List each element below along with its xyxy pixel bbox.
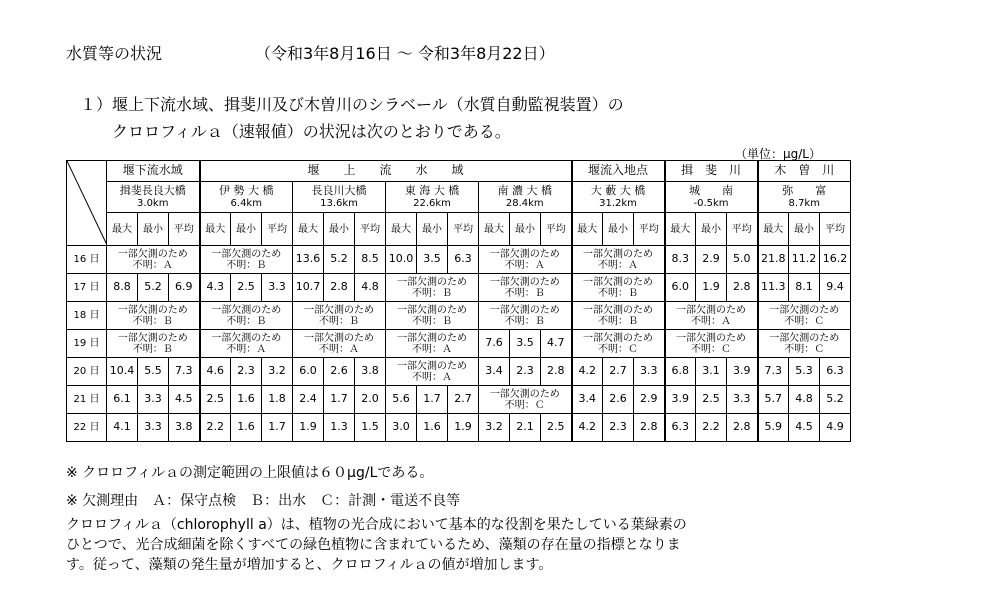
- value-cell: 3.5: [417, 246, 448, 274]
- missing-cell: [572, 246, 665, 274]
- missing-cell: [479, 246, 572, 274]
- missing-cell: [200, 330, 293, 358]
- missing-reason: 不明：Ｂ: [412, 315, 452, 327]
- value-cell: 6.9: [169, 274, 200, 302]
- missing-reason: 不明：Ｂ: [598, 287, 638, 299]
- value-cell: 3.9: [727, 358, 758, 386]
- missing-text: 一部欠測のため: [583, 332, 653, 344]
- missing-reason: 不明：Ｂ: [504, 315, 545, 327]
- value-cell: 8.8: [107, 274, 138, 302]
- group-downstream: 堰下流水域: [107, 161, 200, 182]
- missing-cell: [758, 302, 851, 330]
- value-cell: 10.7: [293, 274, 324, 302]
- value-cell: 1.9: [293, 414, 324, 442]
- value-cell: 5.3: [789, 358, 820, 386]
- value-cell: 6.0: [665, 274, 696, 302]
- corner-cell: [67, 161, 107, 246]
- subhead-min: 最小: [324, 213, 355, 246]
- value-cell: 4.7: [541, 330, 572, 358]
- missing-cell: [107, 330, 200, 358]
- value-cell: 6.3: [665, 414, 696, 442]
- table-row: [67, 330, 851, 358]
- station-distance: 8.7km: [788, 198, 820, 210]
- value-cell: 2.8: [727, 274, 758, 302]
- station-name: 弥 富: [782, 183, 827, 197]
- chlorophyll-table: [66, 160, 851, 442]
- missing-reason: 不明：Ａ: [132, 259, 173, 271]
- station-name: 伊 勢 大 橋: [219, 183, 274, 197]
- value-cell: 2.8: [727, 414, 758, 442]
- value-cell: 2.3: [603, 414, 634, 442]
- value-cell: 6.3: [820, 358, 851, 386]
- missing-reason: 不明：Ｃ: [784, 343, 825, 355]
- period-text: （令和3年8月16日 〜 令和3年8月22日）: [255, 44, 555, 63]
- value-cell: 2.5: [541, 414, 572, 442]
- missing-reason: 不明：Ａ: [412, 371, 452, 383]
- group-inflow: 堰流入地点: [572, 161, 665, 182]
- missing-text: 一部欠測のため: [676, 304, 746, 316]
- subhead-max: 最大: [665, 213, 696, 246]
- intro-line-1: １）堰上下流水域、揖斐川及び木曽川のシラベール（水質自動監視装置）の: [80, 95, 624, 114]
- table-row: [67, 302, 851, 330]
- missing-text: 一部欠測のため: [397, 332, 467, 344]
- value-cell: 16.2: [820, 246, 851, 274]
- missing-text: 一部欠測のため: [583, 248, 653, 260]
- value-cell: 2.8: [324, 274, 355, 302]
- missing-reason: 不明：Ｂ: [319, 315, 359, 327]
- value-cell: 2.5: [200, 386, 231, 414]
- missing-cell: [665, 302, 758, 330]
- value-cell: 2.4: [293, 386, 324, 414]
- station-cell: [293, 182, 386, 213]
- explanation-line-1: クロロフィルａ（chlorophyll a）は、植物の光合成において基本的な役割を果たしている葉緑素の: [66, 517, 687, 533]
- value-cell: 1.5: [355, 414, 386, 442]
- station-cell: [107, 182, 200, 213]
- subhead-max: 最大: [758, 213, 789, 246]
- value-cell: 2.0: [355, 386, 386, 414]
- station-distance: -0.5km: [693, 198, 729, 210]
- subhead-max: 最大: [386, 213, 417, 246]
- station-name: 長良川大橋: [311, 183, 367, 197]
- station-cell: [479, 182, 572, 213]
- subhead-max: 最大: [200, 213, 231, 246]
- value-cell: 6.0: [293, 358, 324, 386]
- missing-cell: [572, 302, 665, 330]
- station-cell: [386, 182, 479, 213]
- missing-reason-note: ※ 欠測理由 Ａ：保守点検 Ｂ：出水 Ｃ：計測・電送不良等: [66, 493, 461, 509]
- missing-text: 一部欠測のため: [489, 276, 560, 288]
- missing-reason: 不明：Ｂ: [504, 287, 545, 299]
- page-title: 水質等の状況: [66, 44, 163, 63]
- table-row: [67, 414, 851, 442]
- missing-reason: 不明：Ａ: [691, 315, 731, 327]
- value-cell: 13.6: [293, 246, 324, 274]
- subhead-avg: 平均: [727, 213, 758, 246]
- subhead-max: 最大: [293, 213, 324, 246]
- value-cell: 3.3: [727, 386, 758, 414]
- value-cell: 1.9: [696, 274, 727, 302]
- value-cell: 3.4: [479, 358, 510, 386]
- value-cell: 2.7: [448, 386, 479, 414]
- missing-reason: 不明：Ｂ: [226, 315, 267, 327]
- missing-reason: 不明：Ａ: [412, 343, 452, 355]
- station-cell: [200, 182, 293, 213]
- missing-reason: 不明：Ｂ: [132, 315, 173, 327]
- missing-text: 一部欠測のため: [211, 304, 282, 316]
- diagonal-line: [67, 161, 107, 245]
- subhead-avg: 平均: [262, 213, 293, 246]
- value-cell: 1.9: [448, 414, 479, 442]
- value-cell: 2.7: [603, 358, 634, 386]
- missing-cell: [479, 302, 572, 330]
- station-cell: [665, 182, 758, 213]
- value-cell: 5.2: [324, 246, 355, 274]
- value-cell: 7.3: [758, 358, 789, 386]
- station-name: 城 南: [689, 183, 733, 197]
- missing-text: 一部欠測のため: [583, 304, 653, 316]
- value-cell: 3.8: [169, 414, 200, 442]
- value-cell: 4.1: [107, 414, 138, 442]
- day-label: 16 日: [67, 246, 107, 274]
- missing-reason: 不明：Ｃ: [598, 343, 638, 355]
- value-cell: 4.2: [572, 358, 603, 386]
- value-cell: 2.3: [510, 358, 541, 386]
- value-cell: 3.0: [386, 414, 417, 442]
- value-cell: 1.6: [417, 414, 448, 442]
- subhead-avg: 平均: [169, 213, 200, 246]
- value-cell: 1.7: [262, 414, 293, 442]
- value-cell: 3.2: [479, 414, 510, 442]
- value-cell: 3.5: [510, 330, 541, 358]
- subhead-max: 最大: [479, 213, 510, 246]
- missing-cell: [665, 330, 758, 358]
- station-name: 大 藪 大 橋: [590, 183, 646, 197]
- value-cell: 1.7: [417, 386, 448, 414]
- subhead-avg: 平均: [634, 213, 665, 246]
- value-cell: 2.2: [696, 414, 727, 442]
- value-cell: 5.6: [386, 386, 417, 414]
- missing-reason: 不明：Ｂ: [132, 343, 173, 355]
- missing-cell: [293, 330, 386, 358]
- intro-line-2: クロロフィルａ（速報値）の状況は次のとおりである。: [112, 122, 511, 141]
- day-label: 17 日: [67, 274, 107, 302]
- subhead-min: 最小: [231, 213, 262, 246]
- explanation-line-3: す。従って、藻類の発生量が増加すると、クロロフィルａの値が増加します。: [66, 557, 553, 573]
- value-cell: 6.1: [107, 386, 138, 414]
- table-row: [67, 358, 851, 386]
- missing-text: 一部欠測のため: [489, 248, 560, 260]
- value-cell: 3.3: [634, 358, 665, 386]
- value-cell: 5.2: [820, 386, 851, 414]
- value-cell: 2.6: [324, 358, 355, 386]
- missing-cell: [479, 386, 572, 414]
- missing-reason: 不明：Ｂ: [412, 287, 452, 299]
- value-cell: 8.1: [789, 274, 820, 302]
- missing-text: 一部欠測のため: [397, 276, 467, 288]
- missing-reason: 不明：Ｃ: [691, 343, 731, 355]
- subhead-min: 最小: [789, 213, 820, 246]
- station-distance: 13.6km: [320, 198, 358, 210]
- value-cell: 9.4: [820, 274, 851, 302]
- value-cell: 4.3: [200, 274, 231, 302]
- missing-text: 一部欠測のため: [489, 388, 560, 400]
- missing-text: 一部欠測のため: [769, 332, 840, 344]
- day-label: 21 日: [67, 386, 107, 414]
- missing-cell: [293, 302, 386, 330]
- value-cell: 7.3: [169, 358, 200, 386]
- value-cell: 5.9: [758, 414, 789, 442]
- missing-cell: [572, 330, 665, 358]
- station-cell: [758, 182, 851, 213]
- value-cell: 2.2: [200, 414, 231, 442]
- group-kiso: 木 曽 川: [758, 161, 851, 182]
- value-cell: 10.0: [386, 246, 417, 274]
- missing-reason: 不明：Ａ: [598, 259, 638, 271]
- value-cell: 4.2: [572, 414, 603, 442]
- table-row: [67, 246, 851, 274]
- value-cell: 3.8: [355, 358, 386, 386]
- value-cell: 11.3: [758, 274, 789, 302]
- missing-cell: [386, 330, 479, 358]
- value-cell: 8.5: [355, 246, 386, 274]
- subhead-avg: 平均: [820, 213, 851, 246]
- subhead-min: 最小: [603, 213, 634, 246]
- missing-text: 一部欠測のため: [304, 332, 374, 344]
- value-cell: 2.1: [510, 414, 541, 442]
- subhead-avg: 平均: [541, 213, 572, 246]
- value-cell: 11.2: [789, 246, 820, 274]
- value-cell: 2.9: [634, 386, 665, 414]
- value-cell: 5.5: [138, 358, 169, 386]
- subhead-avg: 平均: [448, 213, 479, 246]
- table-row: [67, 274, 851, 302]
- value-cell: 3.3: [138, 414, 169, 442]
- day-label: 22 日: [67, 414, 107, 442]
- missing-text: 一部欠測のため: [117, 304, 188, 316]
- missing-reason: 不明：Ｂ: [226, 259, 267, 271]
- value-cell: 21.8: [758, 246, 789, 274]
- missing-text: 一部欠測のため: [397, 304, 467, 316]
- station-name: 南 濃 大 橋: [497, 183, 552, 197]
- missing-text: 一部欠測のため: [211, 332, 282, 344]
- missing-cell: [758, 330, 851, 358]
- day-label: 19 日: [67, 330, 107, 358]
- value-cell: 5.0: [727, 246, 758, 274]
- station-name: 東 海 大 橋: [404, 183, 460, 197]
- value-cell: 4.8: [789, 386, 820, 414]
- value-cell: 4.5: [789, 414, 820, 442]
- missing-text: 一部欠測のため: [583, 276, 653, 288]
- missing-cell: [479, 274, 572, 302]
- station-distance: 3.0km: [137, 198, 169, 210]
- missing-reason: 不明：Ａ: [319, 343, 359, 355]
- missing-reason: 不明：Ｃ: [504, 399, 545, 411]
- missing-reason: 不明：Ｃ: [784, 315, 825, 327]
- value-cell: 2.8: [634, 414, 665, 442]
- missing-cell: [386, 358, 479, 386]
- missing-cell: [107, 302, 200, 330]
- value-cell: 2.3: [231, 358, 262, 386]
- missing-text: 一部欠測のため: [769, 304, 840, 316]
- station-distance: 22.6km: [413, 198, 451, 210]
- value-cell: 2.9: [696, 246, 727, 274]
- value-cell: 4.5: [169, 386, 200, 414]
- missing-reason: 不明：Ｂ: [598, 315, 638, 327]
- subhead-avg: 平均: [355, 213, 386, 246]
- missing-cell: [200, 246, 293, 274]
- upper-limit-note: ※ クロロフィルａの測定範囲の上限値は６０μg/Lである。: [66, 465, 434, 481]
- value-cell: 3.1: [696, 358, 727, 386]
- value-cell: 1.8: [262, 386, 293, 414]
- station-name: 揖斐長良大橋: [119, 183, 186, 197]
- station-cell: [572, 182, 665, 213]
- value-cell: 2.8: [541, 358, 572, 386]
- missing-text: 一部欠測のため: [489, 304, 560, 316]
- missing-cell: [572, 274, 665, 302]
- value-cell: 2.5: [696, 386, 727, 414]
- value-cell: 3.3: [138, 386, 169, 414]
- value-cell: 1.7: [324, 386, 355, 414]
- group-ibi: 揖 斐 川: [665, 161, 758, 182]
- station-distance: 31.2km: [599, 198, 637, 210]
- missing-text: 一部欠測のため: [676, 332, 746, 344]
- subhead-min: 最小: [510, 213, 541, 246]
- missing-cell: [107, 246, 200, 274]
- value-cell: 6.3: [448, 246, 479, 274]
- missing-text: 一部欠測のため: [117, 332, 188, 344]
- value-cell: 4.9: [820, 414, 851, 442]
- missing-cell: [200, 302, 293, 330]
- missing-reason: 不明：Ａ: [226, 343, 267, 355]
- missing-text: 一部欠測のため: [117, 248, 188, 260]
- value-cell: 2.6: [603, 386, 634, 414]
- missing-text: 一部欠測のため: [397, 360, 467, 372]
- value-cell: 1.6: [231, 414, 262, 442]
- missing-text: 一部欠測のため: [211, 248, 282, 260]
- value-cell: 3.2: [262, 358, 293, 386]
- explanation-line-2: ひとつで、光合成細菌を除くすべての緑色植物に含まれているため、藻類の存在量の指標となりま: [66, 537, 681, 553]
- value-cell: 3.9: [665, 386, 696, 414]
- missing-text: 一部欠測のため: [304, 304, 374, 316]
- day-label: 20 日: [67, 358, 107, 386]
- station-distance: 6.4km: [230, 198, 262, 210]
- value-cell: 5.7: [758, 386, 789, 414]
- group-upstream: 堰 上 流 水 域: [200, 161, 572, 182]
- station-distance: 28.4km: [505, 198, 544, 210]
- value-cell: 3.4: [572, 386, 603, 414]
- missing-cell: [386, 274, 479, 302]
- unit-label: （単位：μg/L）: [735, 147, 821, 161]
- value-cell: 1.3: [324, 414, 355, 442]
- subhead-max: 最大: [572, 213, 603, 246]
- value-cell: 10.4: [107, 358, 138, 386]
- value-cell: 2.5: [231, 274, 262, 302]
- subhead-max: 最大: [107, 213, 138, 246]
- day-label: 18 日: [67, 302, 107, 330]
- table-row: [67, 386, 851, 414]
- value-cell: 5.2: [138, 274, 169, 302]
- value-cell: 8.3: [665, 246, 696, 274]
- missing-reason: 不明：Ａ: [504, 259, 545, 271]
- value-cell: 3.3: [262, 274, 293, 302]
- value-cell: 4.8: [355, 274, 386, 302]
- subhead-min: 最小: [138, 213, 169, 246]
- subhead-min: 最小: [417, 213, 448, 246]
- subhead-min: 最小: [696, 213, 727, 246]
- value-cell: 4.6: [200, 358, 231, 386]
- value-cell: 7.6: [479, 330, 510, 358]
- value-cell: 1.6: [231, 386, 262, 414]
- value-cell: 6.8: [665, 358, 696, 386]
- missing-cell: [386, 302, 479, 330]
